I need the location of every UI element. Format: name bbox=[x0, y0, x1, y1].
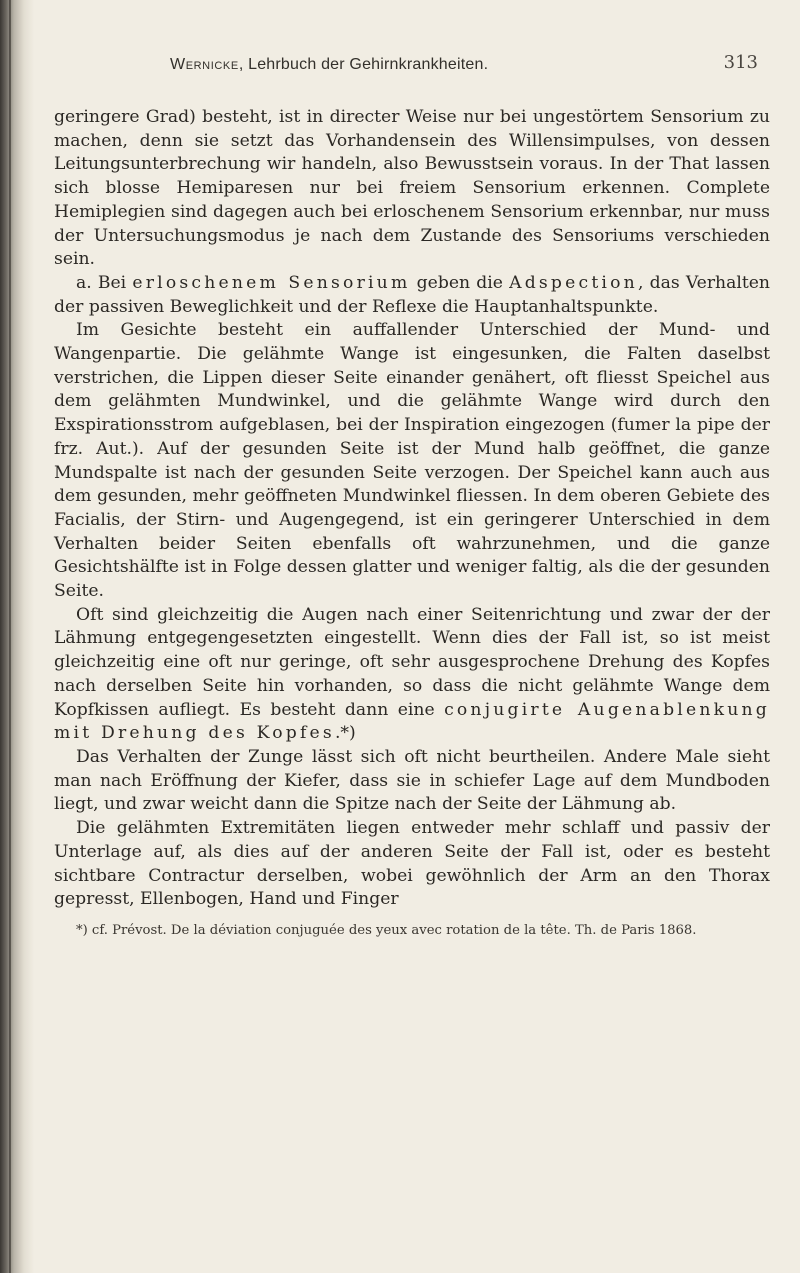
footnote-text: *) cf. Prévost. De la déviation conjuguée des yeux avec rotation de la tête. Th. de Paris 1868. bbox=[76, 922, 697, 938]
emphasis-spaced: conjugirte Augenablenkung mit Drehung des Kopfes bbox=[54, 699, 771, 744]
paragraph-tongue: Das Verhalten der Zunge lässt sich oft nicht beurtheilen. Andere Male sieht man nach Eröffnung der Kiefer, dass sie in schiefer Lage auf dem Mundboden liegt, und zwar weicht dann die Spitze nach der Seite der Lähmung ab. bbox=[54, 746, 770, 815]
paragraph-text: geben die bbox=[410, 272, 510, 293]
paragraph-extremities: Die gelähmten Extremitäten liegen entweder mehr schlaff und passiv der Unterlage auf, als dies auf der anderen Seite der Fall ist, oder es besteht sichtbare Contractur derselben, wobei gewöhnlich der Arm an den Thorax gepresst, Ellenbogen, Hand und Finger bbox=[54, 818, 770, 910]
page-number: 313 bbox=[723, 52, 758, 73]
book-page bbox=[54, 50, 770, 940]
body-text bbox=[54, 106, 770, 912]
paragraph-eyes bbox=[54, 604, 770, 746]
footnote bbox=[54, 921, 770, 940]
running-title bbox=[170, 56, 488, 74]
paragraph-text: , das Verhalten der passiven Beweglichkeit und der Reflexe die Hauptanhaltspunkte. bbox=[54, 272, 770, 317]
paragraph-continued: geringere Grad) besteht, ist in directer Weise nur bei ungestörtem Sensorium zu machen, denn sie setzt das Vorhandensein des Willensimpulses, von dessen Leitungsunterbrechung wir handeln, also Bewusstsein voraus. In der That lassen sich blosse Hemiparesen nur bei freiem Sensorium erkennen. Complete Hemiplegien sind dagegen auch bei erloschenem Sensorium erkennbar, nur muss der Untersuchungsmodus je nach dem Zustande des Sensoriums verschieden sein. bbox=[54, 107, 770, 270]
book-binding-edge bbox=[9, 0, 11, 1273]
paragraph-face: Im Gesichte besteht ein auffallender Unterschied der Mund- und Wangenpartie. Die gelähmte Wange ist eingesunken, die Falten daselbst verstrichen, die Lippen dieser Seite einander genähert, oft fliesst Speichel aus dem gelähmten Mundwinkel, und die gelähmte Wange wird durch den Exspirationsstrom aufgeblasen, bei der Inspiration eingezogen (fumer la pipe der frz. Aut.). Auf der gesunden Seite ist der Mund halb geöffnet, die ganze Mundspalte ist nach der gesunden Seite verzogen. Der Speichel kann auch aus dem gesunden, mehr geöffneten Mundwinkel fliessen. In dem oberen Gebiete des Facialis, der Stirn- und Augengegend, ist ein geringerer Unterschied in dem Verhalten beider Seiten ebenfalls oft wahrzunehmen, und die ganze Gesichtshälfte ist in Folge dessen glatter und weniger faltig, als die der gesunden Seite. bbox=[54, 320, 770, 602]
book-binding-shadow bbox=[0, 0, 34, 1273]
paragraph-text: a. Bei bbox=[76, 272, 133, 293]
paragraph-section-a bbox=[54, 272, 770, 319]
header-author: Wernicke bbox=[170, 56, 239, 73]
emphasis-spaced: erloschenem Sensorium bbox=[132, 272, 411, 293]
emphasis-spaced: Adspection bbox=[509, 272, 638, 293]
running-header bbox=[54, 50, 770, 84]
header-title: , Lehrbuch der Gehirnkrankheiten. bbox=[238, 56, 489, 73]
footnote-reference: .*) bbox=[334, 723, 356, 744]
paragraph-text: Oft sind gleichzeitig die Augen nach einer Seitenrichtung und zwar der der Lähmung entgegengesetzten eingestellt. Wenn dies der Fall ist, so ist meist gleichzeitig eine oft nur geringe, oft sehr ausgesprochene Drehung des Kopfes nach derselben Seite hin vorhanden, so dass die nicht gelähmte Wange dem Kopfkissen aufliegt. Es besteht dann eine bbox=[54, 604, 770, 720]
